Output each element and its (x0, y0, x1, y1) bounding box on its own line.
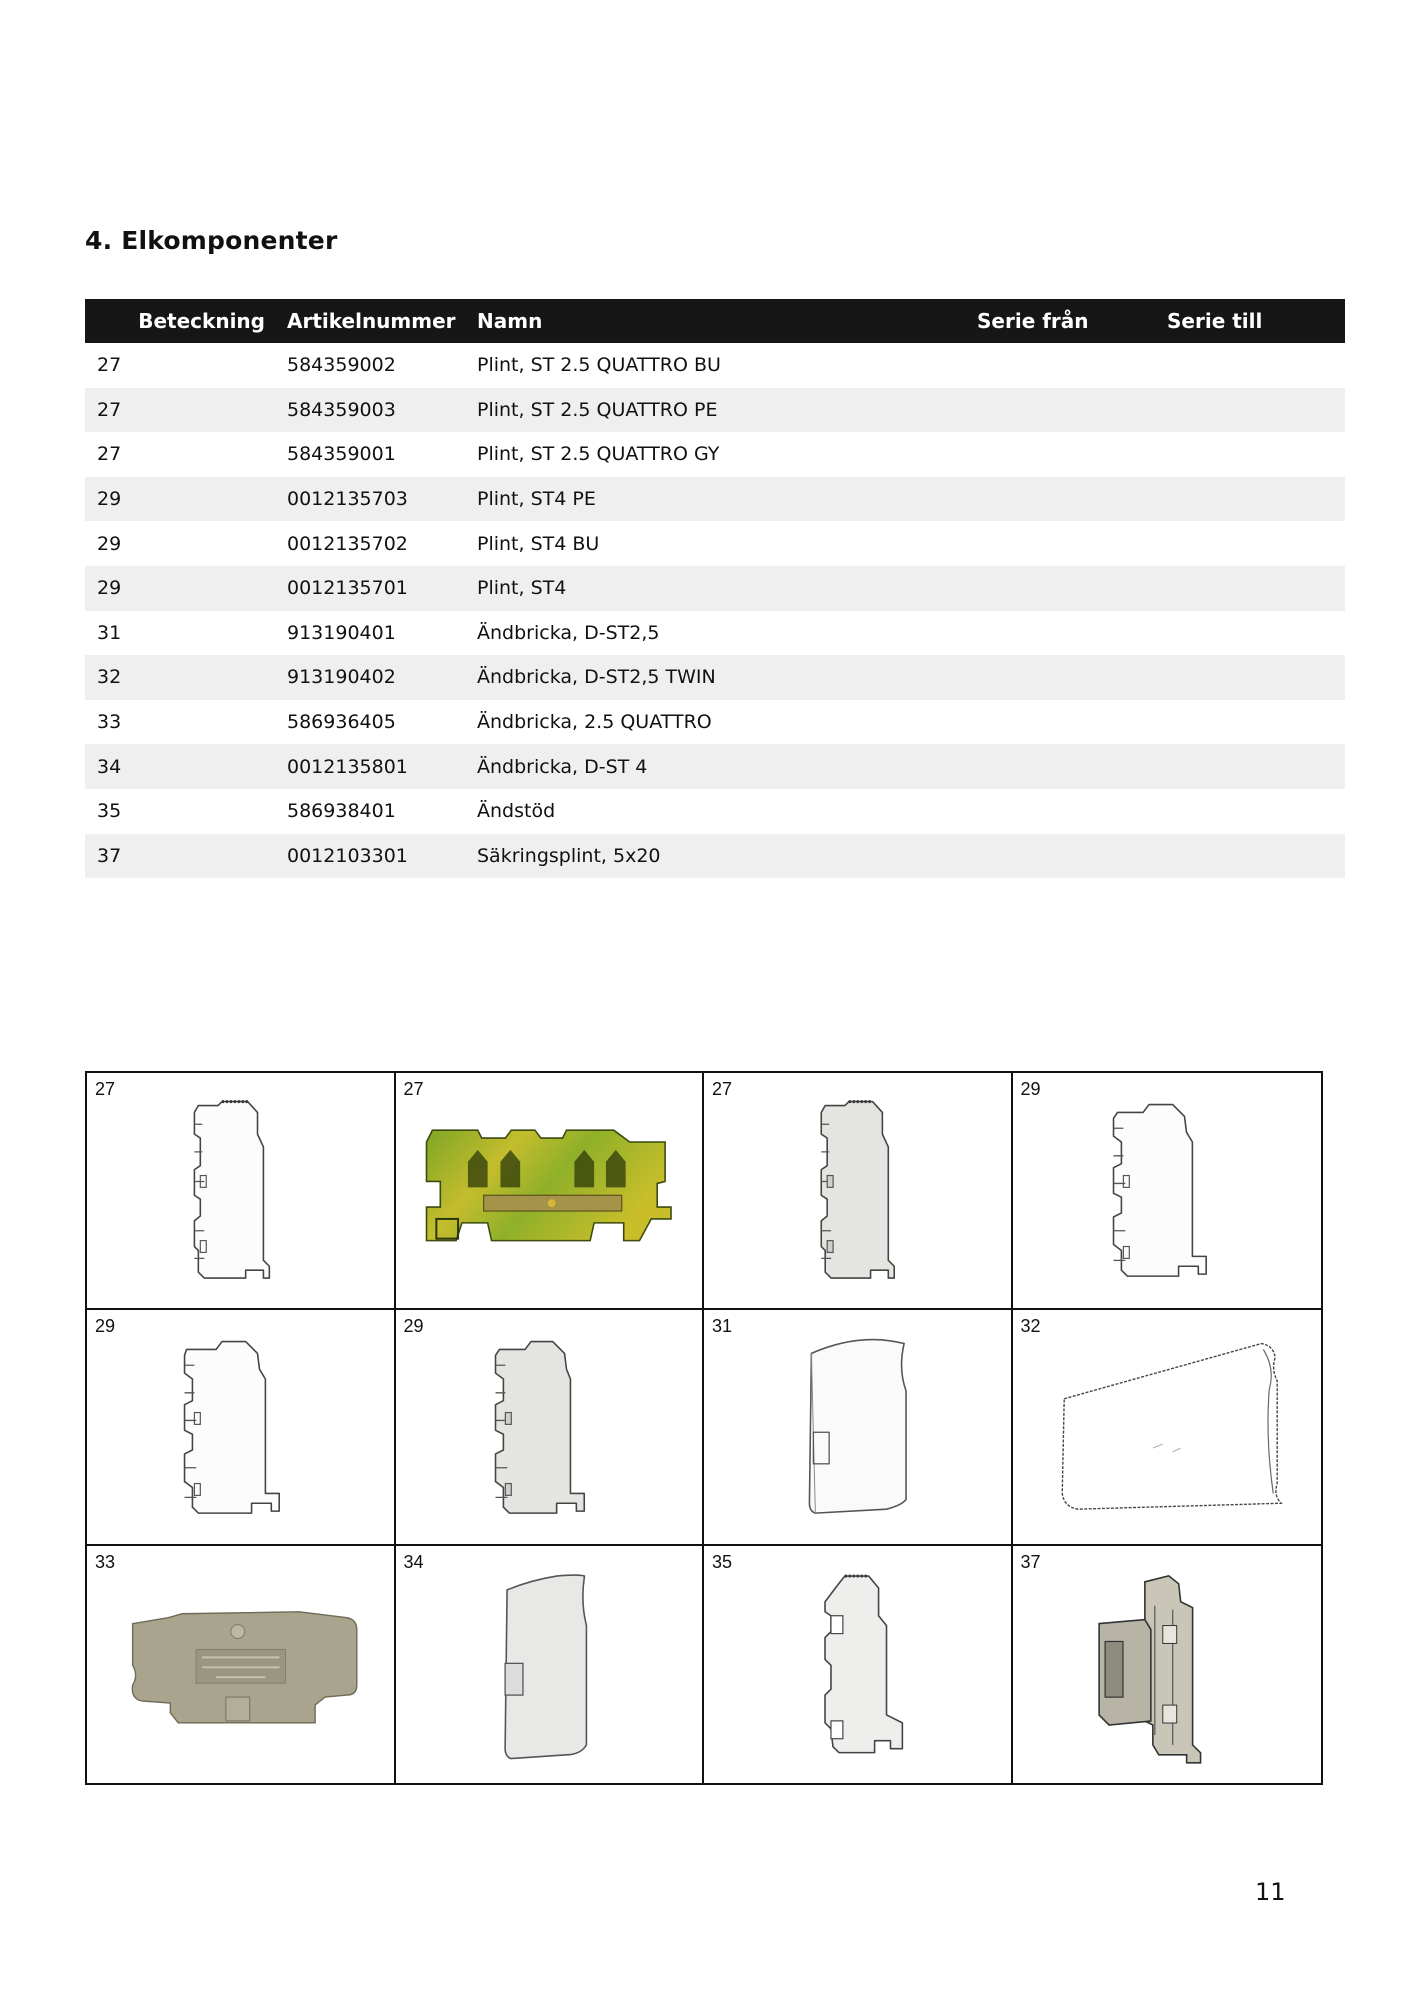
cell-artikelnummer: 586936405 (287, 711, 396, 734)
image-label: 29 (95, 1315, 116, 1336)
cell-namn: Plint, ST4 BU (477, 532, 600, 555)
cell-artikelnummer: 0012135801 (275, 744, 465, 789)
image-cell (704, 1546, 1013, 1783)
image-cell (704, 1073, 1013, 1310)
cell-namn: Ändbricka, D-ST2,5 (477, 621, 660, 644)
section-title: 4. Elkomponenter (85, 226, 338, 255)
cell-namn: Plint, ST 2.5 QUATTRO BU (477, 354, 721, 377)
cell-serie-till (1155, 343, 1345, 388)
image-cell (396, 1310, 705, 1547)
table-row (85, 477, 1345, 522)
cell-namn: Plint, ST 2.5 QUATTRO PE (465, 388, 965, 433)
fuse-terminal-icon (1013, 1546, 1322, 1783)
image-label: 37 (1020, 1552, 1041, 1573)
cell-serie-till (1155, 789, 1345, 834)
cell-serie-fran (965, 477, 1155, 522)
terminal-block-outline-icon (1013, 1073, 1322, 1308)
image-label: 27 (712, 1079, 733, 1099)
cell-artikelnummer: 584359001 (287, 443, 396, 466)
header-serie-fran: Serie från (965, 299, 1155, 343)
table-body (85, 343, 1345, 878)
cell-artikelnummer: 0012135702 (287, 532, 408, 555)
cell-namn: Säkringsplint, 5x20 (465, 834, 965, 879)
image-label: 27 (95, 1079, 116, 1099)
image-label: 27 (403, 1079, 424, 1099)
cell-beteckning: 27 (97, 443, 122, 466)
cell-artikelnummer: 0012135703 (275, 477, 465, 522)
table-row (85, 655, 1345, 700)
table-header-row (85, 299, 1345, 343)
cell-serie-till (1155, 521, 1345, 566)
table-row (85, 343, 1345, 388)
cell-beteckning: 34 (85, 744, 275, 789)
cell-serie-till (1155, 700, 1345, 745)
table-row (85, 388, 1345, 433)
cell-serie-fran (965, 834, 1155, 879)
image-cell (396, 1546, 705, 1783)
image-label: 34 (403, 1552, 424, 1573)
cell-serie-till (1155, 611, 1345, 656)
cell-serie-fran (965, 566, 1155, 611)
cell-beteckning: 29 (85, 566, 275, 611)
cell-beteckning: 35 (97, 800, 122, 823)
cell-serie-till (1155, 566, 1345, 611)
image-label: 31 (712, 1315, 733, 1336)
cell-namn: Plint, ST 2.5 QUATTRO GY (477, 443, 720, 466)
table-row (85, 521, 1345, 566)
cell-serie-till (1155, 477, 1345, 522)
table-row (85, 432, 1345, 477)
image-label: 35 (712, 1552, 733, 1573)
cell-namn: Ändstöd (477, 800, 556, 823)
cell-serie-fran (965, 521, 1155, 566)
header-serie-till: Serie till (1155, 299, 1345, 343)
header-artikelnummer: Artikelnummer (275, 299, 465, 343)
end-plate-icon (704, 1310, 1011, 1545)
table-row (85, 789, 1345, 834)
terminal-block-grey-icon (396, 1310, 703, 1545)
terminal-block-outline-icon (87, 1310, 394, 1545)
cell-serie-fran (965, 432, 1155, 477)
cell-beteckning: 37 (85, 834, 275, 879)
image-label: 29 (403, 1315, 424, 1336)
cell-serie-fran (965, 388, 1155, 433)
end-plate-icon (396, 1546, 703, 1783)
cell-beteckning: 33 (97, 711, 122, 734)
image-label: 32 (1020, 1315, 1041, 1336)
cell-beteckning: 27 (97, 354, 122, 377)
cell-serie-fran (965, 343, 1155, 388)
cell-beteckning: 32 (85, 655, 275, 700)
cell-beteckning: 27 (85, 388, 275, 433)
cell-artikelnummer: 913190402 (275, 655, 465, 700)
image-label: 33 (95, 1552, 116, 1573)
cell-serie-till (1155, 655, 1345, 700)
image-cell (1013, 1310, 1322, 1547)
cell-namn: Ändbricka, D-ST 4 (465, 744, 965, 789)
table-row (85, 566, 1345, 611)
terminal-block-green-yellow-icon (396, 1073, 703, 1308)
cell-serie-till (1155, 432, 1345, 477)
cell-serie-fran (965, 700, 1155, 745)
image-cell (1013, 1073, 1322, 1310)
end-plate-quattro-icon (87, 1546, 394, 1783)
table-row (85, 700, 1345, 745)
component-image-grid (85, 1071, 1323, 1785)
page-number: 11 (1255, 1878, 1286, 1906)
cell-namn: Ändbricka, 2.5 QUATTRO (477, 711, 712, 734)
image-cell (1013, 1546, 1322, 1783)
end-bracket-icon (704, 1546, 1011, 1783)
cell-artikelnummer: 0012103301 (275, 834, 465, 879)
cell-serie-fran (965, 655, 1155, 700)
header-beteckning: Beteckning (85, 299, 275, 343)
table-row (85, 611, 1345, 656)
cell-beteckning: 29 (85, 477, 275, 522)
parts-table (85, 299, 1345, 878)
cell-serie-fran (965, 744, 1155, 789)
image-cell (396, 1073, 705, 1310)
cell-serie-till (1155, 744, 1345, 789)
cell-artikelnummer: 584359002 (287, 354, 396, 377)
table-row (85, 834, 1345, 879)
cell-serie-fran (965, 611, 1155, 656)
cell-namn: Plint, ST4 (465, 566, 965, 611)
image-cell (704, 1310, 1013, 1547)
image-cell (87, 1546, 396, 1783)
cell-serie-fran (965, 789, 1155, 834)
cell-beteckning: 31 (97, 621, 122, 644)
cell-artikelnummer: 586938401 (287, 800, 396, 823)
cell-artikelnummer: 584359003 (275, 388, 465, 433)
cell-artikelnummer: 913190401 (287, 621, 396, 644)
image-label: 29 (1020, 1079, 1041, 1099)
cell-beteckning: 29 (97, 532, 122, 555)
table-row (85, 744, 1345, 789)
terminal-block-grey-icon (704, 1073, 1011, 1308)
image-cell (87, 1073, 396, 1310)
cell-serie-till (1155, 834, 1345, 879)
cell-namn: Plint, ST4 PE (465, 477, 965, 522)
cell-serie-till (1155, 388, 1345, 433)
cell-artikelnummer: 0012135701 (275, 566, 465, 611)
terminal-block-outline-icon (87, 1073, 394, 1308)
header-namn: Namn (465, 299, 965, 343)
cell-namn: Ändbricka, D-ST2,5 TWIN (465, 655, 965, 700)
image-cell (87, 1310, 396, 1547)
end-plate-twin-icon (1013, 1310, 1322, 1545)
